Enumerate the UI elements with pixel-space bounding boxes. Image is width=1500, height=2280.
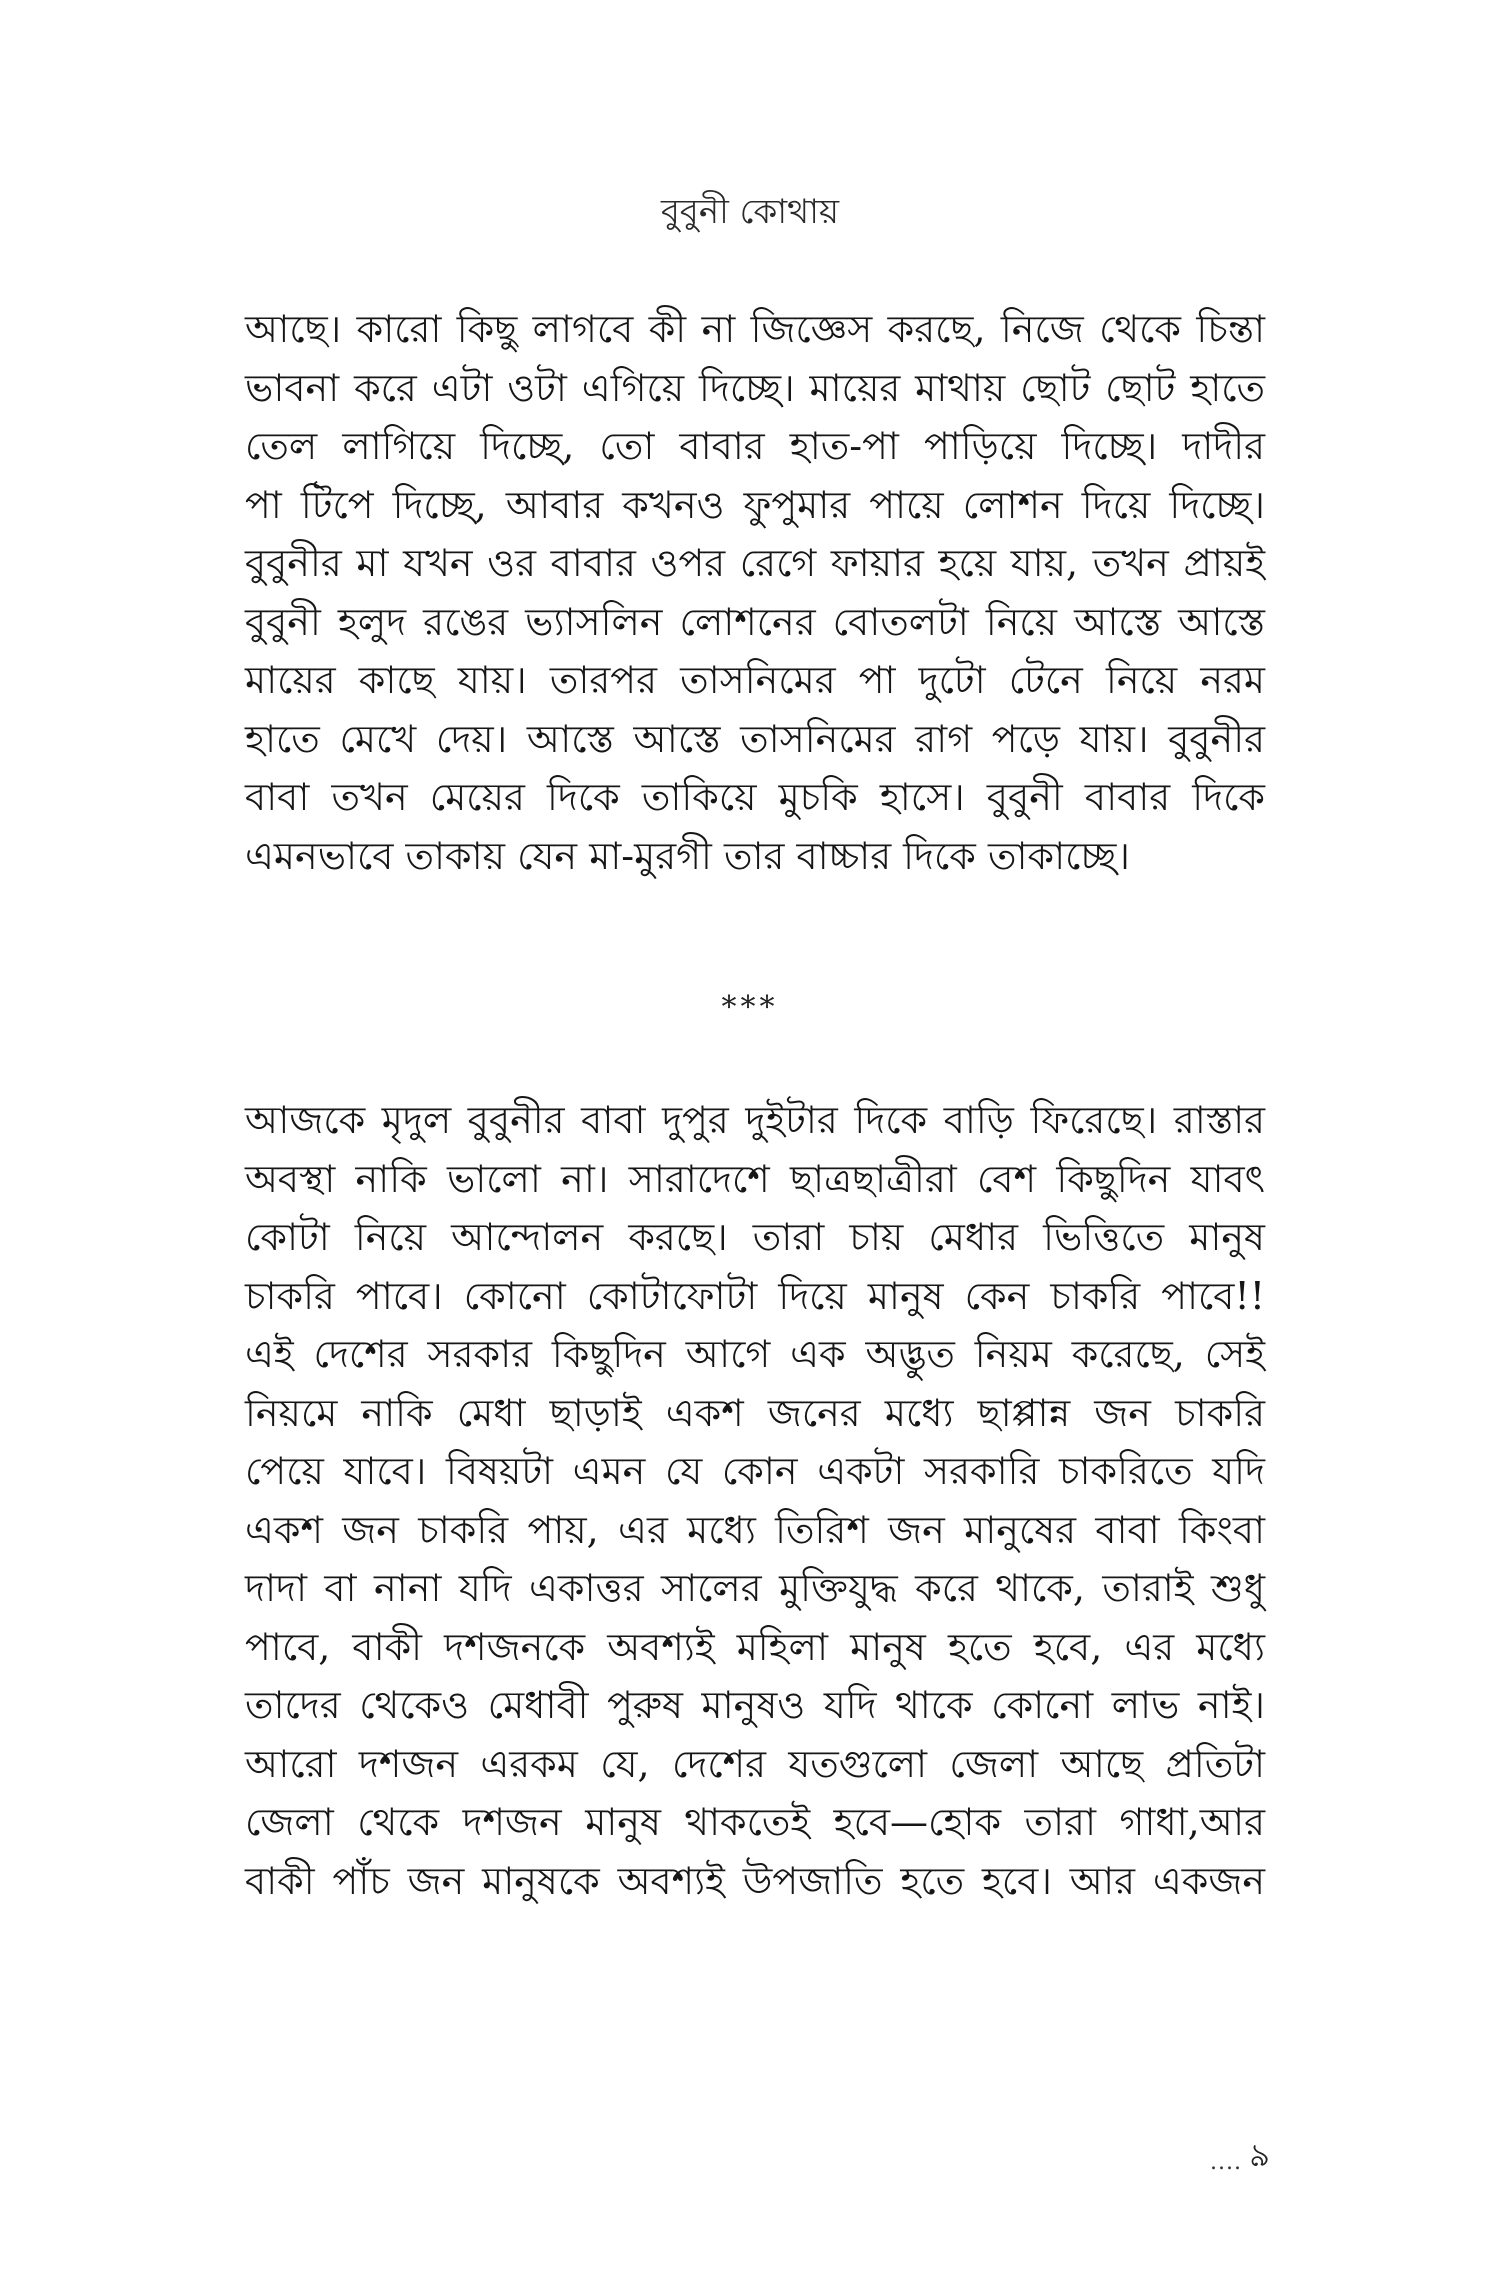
text-line: মায়ের কাছে যায়। তারপর তাসনিমের পা দুটো টেনে নিয়ে নরম xyxy=(245,658,1265,702)
text-line: বাকী পাঁচ জন মানুষকে অবশ্যই উপজাতি হতে হবে। আর একজন xyxy=(245,1858,1265,1903)
text-line: বুবুনীর মা যখন ওর বাবার ওপর রেগে ফায়ার হয়ে যায়, তখন প্রায়ই xyxy=(245,541,1265,585)
section-separator: *** xyxy=(721,990,779,1025)
text-line: একশ জন চাকরি পায়, এর মধ্যে তিরিশ জন মানুষের বাবা কিংবা xyxy=(245,1507,1265,1552)
text-line: বাবা তখন মেয়ের দিকে তাকিয়ে মুচকি হাসে। বুবুনী বাবার দিকে xyxy=(245,775,1265,819)
text-line: আরো দশজন এরকম যে, দেশের যতগুলো জেলা আছে প্রতিটা xyxy=(245,1741,1265,1786)
paragraph-2 xyxy=(245,1091,1265,1910)
text-line: চাকরি পাবে। কোনো কোটাফোটা দিয়ে মানুষ কেন চাকরি পাবে!! xyxy=(245,1273,1265,1318)
text-line: দাদা বা নানা যদি একাত্তর সালের মুক্তিযুদ্ধ করে থাকে, তারাই শুধু xyxy=(245,1566,1265,1610)
text-line: বুবুনী হলুদ রঙের ভ্যাসলিন লোশনের বোতলটা নিয়ে আস্তে আস্তে xyxy=(245,599,1265,644)
text-line: তেল লাগিয়ে দিচ্ছে, তো বাবার হাত-পা পাড়িয়ে দিচ্ছে। দাদীর xyxy=(245,424,1265,468)
text-line: নিয়মে নাকি মেধা ছাড়াই একশ জনের মধ্যে ছাপ্পান্ন জন চাকরি xyxy=(245,1390,1265,1435)
text-line: এই দেশের সরকার কিছুদিন আগে এক অদ্ভুত নিয়ম করেছে, সেই xyxy=(245,1332,1265,1376)
text-line: পা টিপে দিচ্ছে, আবার কখনও ফুপুমার পায়ে লোশন দিয়ে দিচ্ছে। xyxy=(245,482,1265,527)
running-header: বুবুনী কোথায় xyxy=(660,192,840,232)
page-number: ৯ xyxy=(1249,2136,1270,2174)
text-line: ভাবনা করে এটা ওটা এগিয়ে দিচ্ছে। মায়ের মাথায় ছোট ছোট হাতে xyxy=(245,365,1265,410)
text-line: পাবে, বাকী দশজনকে অবশ্যই মহিলা মানুষ হতে হবে, এর মধ্যে xyxy=(245,1624,1265,1669)
text-line: আছে। কারো কিছু লাগবে কী না জিজ্ঞেস করছে, নিজে থেকে চিন্তা xyxy=(245,307,1265,351)
page-number-dots: .... xyxy=(1210,2150,1242,2175)
text-line: কোটা নিয়ে আন্দোলন করছে। তারা চায় মেধার ভিত্তিতে মানুষ xyxy=(245,1215,1265,1259)
text-line: আজকে মৃদুল বুবুনীর বাবা দুপুর দুইটার দিকে বাড়ি ফিরেছে। রাস্তার xyxy=(245,1098,1265,1142)
text-line: জেলা থেকে দশজন মানুষ থাকতেই হবে—হোক তারা গাধা,আর xyxy=(245,1800,1265,1844)
paragraph-1 xyxy=(245,300,1265,885)
text-line: অবস্থা নাকি ভালো না। সারাদেশে ছাত্রছাত্রীরা বেশ কিছুদিন যাবৎ xyxy=(245,1156,1265,1201)
text-line: তাদের থেকেও মেধাবী পুরুষ মানুষও যদি থাকে কোনো লাভ নাই। xyxy=(245,1683,1265,1727)
text-line: এমনভাবে তাকায় যেন মা-মুরগী তার বাচ্চার দিকে তাকাচ্ছে। xyxy=(245,833,1130,878)
text-line: হাতে মেখে দেয়। আস্তে আস্তে তাসনিমের রাগ পড়ে যায়। বুবুনীর xyxy=(245,716,1265,761)
text-line: পেয়ে যাবে। বিষয়টা এমন যে কোন একটা সরকারি চাকরিতে যদি xyxy=(245,1449,1265,1493)
